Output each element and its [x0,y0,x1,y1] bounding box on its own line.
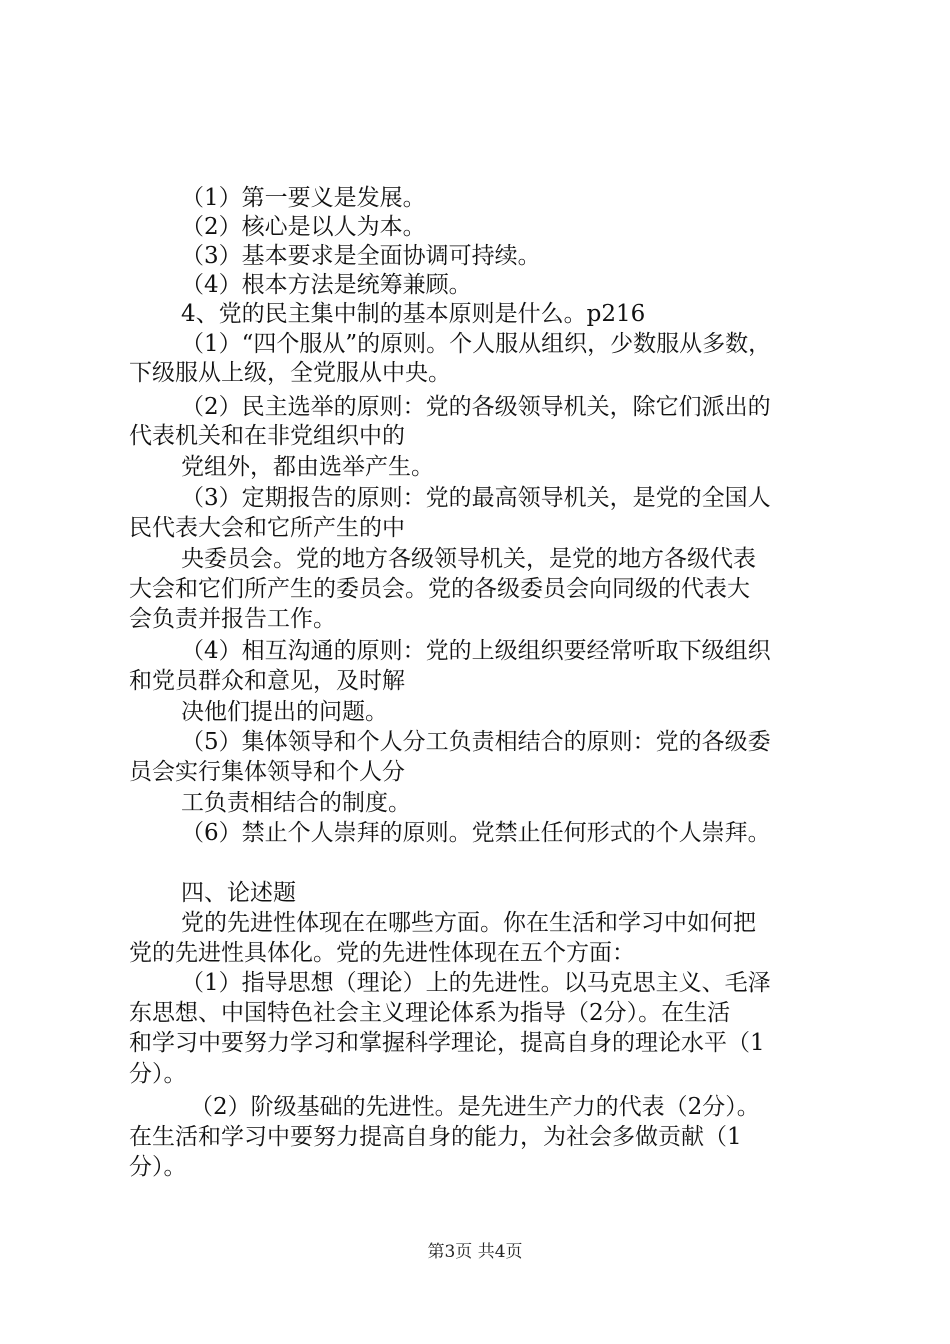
section-heading: 4、党的民主集中制的基本原则是什么。p216 [181,301,646,327]
text-line: 和党员群众和意见，及时解 [129,668,405,694]
text-line: 党组外，都由选举产生。 [181,454,434,480]
page-footer: 第3页 共4页 [427,1242,523,1262]
text-line: 决他们提出的问题。 [181,699,388,725]
text-line: （4）相互沟通的原则：党的上级组织要经常听取下级组织 [181,638,771,664]
text-line: 民代表大会和它所产生的中 [129,515,405,541]
text-line: 党的先进性具体化。党的先进性体现在五个方面： [129,940,635,966]
text-line: 员会实行集体领导和个人分 [129,759,405,785]
text-line: （2）民主选举的原则：党的各级领导机关，除它们派出的 [181,394,771,420]
text-line: （4）根本方法是统筹兼顾。 [181,272,472,298]
text-line: （1）第一要义是发展。 [181,185,426,211]
text-line: 下级服从上级，全党服从中央。 [129,360,451,386]
text-line: （2）核心是以人为本。 [181,214,426,240]
text-line: 代表机关和在非党组织中的 [129,423,405,449]
section-heading: 四、论述题 [181,880,296,906]
text-line: 分）。 [129,1061,187,1087]
text-line: （3）基本要求是全面协调可持续。 [181,243,541,269]
text-line: 分）。 [129,1154,187,1180]
text-line: （2）阶级基础的先进性。是先进生产力的代表（2分）。 [190,1094,760,1120]
text-line: 会负责并报告工作。 [129,606,336,632]
text-line: 在生活和学习中要努力提高自身的能力，为社会多做贡献（1 [129,1124,742,1150]
text-line: （1）指导思想（理论）上的先进性。以马克思主义、毛泽 [181,970,771,996]
text-line: （6）禁止个人崇拜的原则。党禁止任何形式的个人崇拜。 [181,820,771,846]
text-line: 央委员会。党的地方各级领导机关，是党的地方各级代表 [181,546,756,572]
text-line: 东思想、中国特色社会主义理论体系为指导（2分）。在生活 [129,1000,731,1026]
text-line: （3）定期报告的原则：党的最高领导机关，是党的全国人 [181,485,771,511]
text-line: 大会和它们所产生的委员会。党的各级委员会向同级的代表大 [129,576,750,602]
text-line: （5）集体领导和个人分工负责相结合的原则：党的各级委 [181,729,771,755]
text-line: 和学习中要努力学习和掌握科学理论，提高自身的理论水平（1 [129,1030,765,1056]
text-line: （1）“四个服从”的原则。个人服从组织，少数服从多数， [181,331,772,357]
text-line: 工负责相结合的制度。 [181,790,411,816]
text-line: 党的先进性体现在在哪些方面。你在生活和学习中如何把 [181,910,756,936]
